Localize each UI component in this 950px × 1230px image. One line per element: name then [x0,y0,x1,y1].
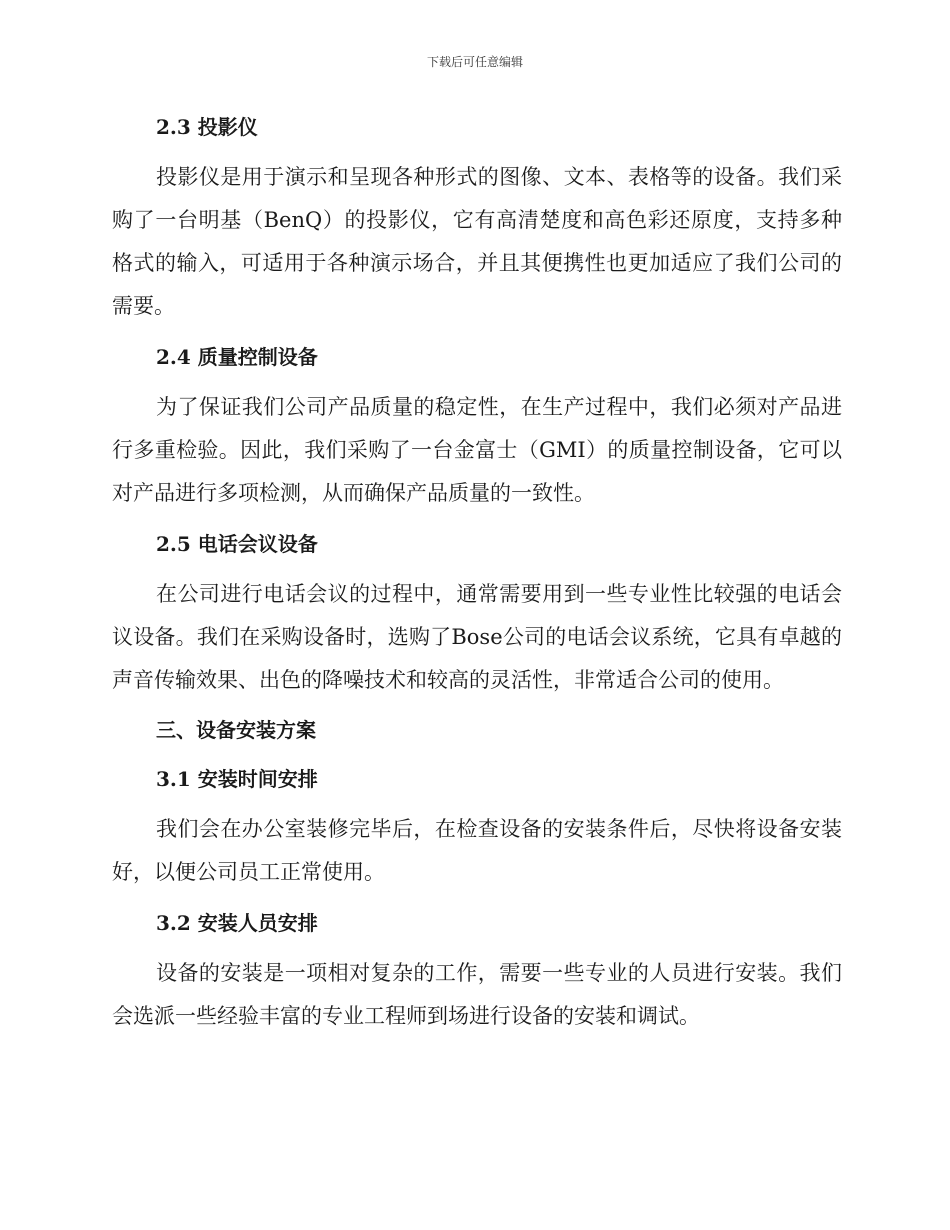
section-paragraph-install-staff: 设备的安装是一项相对复杂的工作，需要一些专业的人员进行安装。我们会选派一些经验丰富的专业工程师到场进行设备的安装和调试。 [112,961,842,1028]
section-heading-install-staff: 3.2 安装人员安排 [156,911,318,935]
section-heading-quality-control: 2.4 质量控制设备 [156,345,318,369]
section-heading-installation-plan: 三、设备安装方案 [156,718,316,742]
document-body [112,106,842,1046]
section-paragraph-projector: 投影仪是用于演示和呈现各种形式的图像、文本、表格等的设备。我们采购了一台明基（BenQ）的投影仪，它有高清楚度和高色彩还原度，支持多种格式的输入，可适用于各种演示场合，并且其便携性也更加适应了我们公司的需要。 [112,165,842,318]
section-heading-conference: 2.5 电话会议设备 [156,532,318,556]
section-heading-install-schedule: 3.1 安装时间安排 [156,767,318,791]
section-heading-projector: 2.3 投影仪 [156,115,258,139]
section-paragraph-conference: 在公司进行电话会议的过程中，通常需要用到一些专业性比较强的电话会议设备。我们在采购设备时，选购了Bose公司的电话会议系统，它具有卓越的声音传输效果、出色的降噪技术和较高的灵活性，非常适合公司的使用。 [112,582,842,692]
page-header-note: 下载后可任意编辑 [426,55,523,69]
section-paragraph-quality-control: 为了保证我们公司产品质量的稳定性，在生产过程中，我们必须对产品进行多重检验。因此，我们采购了一台金富士（GMI）的质量控制设备，它可以对产品进行多项检测，从而确保产品质量的一致性。 [112,395,842,505]
section-paragraph-install-schedule: 我们会在办公室装修完毕后，在检查设备的安装条件后，尽快将设备安装好，以便公司员工正常使用。 [112,817,842,884]
